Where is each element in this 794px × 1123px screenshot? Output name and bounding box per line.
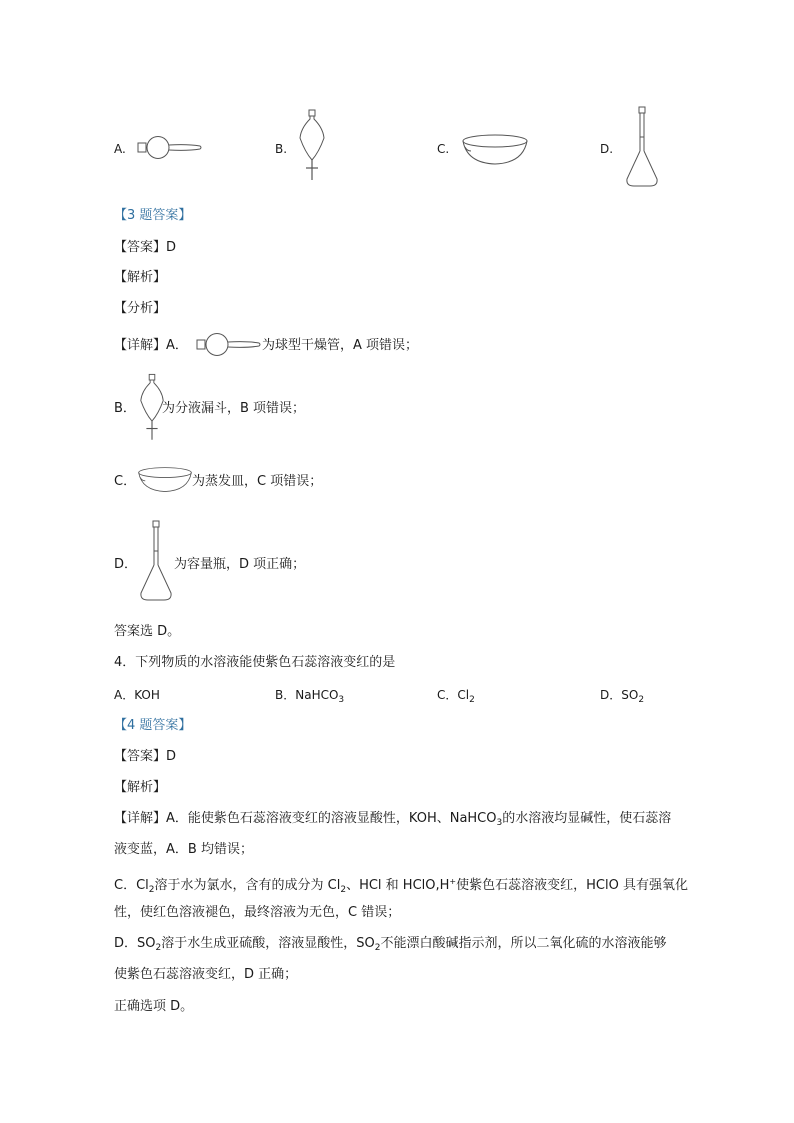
q4-option-d: D．$SO_2$ <box>600 688 645 705</box>
q4-answer-header: 【4 题答案】 <box>114 718 192 733</box>
evaporating-dish-icon <box>137 464 193 496</box>
q3-answer-line: 【答案】D <box>114 240 177 255</box>
q4-option-a: A．KOH <box>114 688 160 702</box>
q3-option-c-label: C. <box>437 142 450 156</box>
q4-analysis-header: 【解析】 <box>114 780 167 795</box>
drying-tube-icon <box>197 330 263 360</box>
q3-conclusion: 答案选 D。 <box>114 624 181 639</box>
q3-answer-header: 【3 题答案】 <box>114 208 192 223</box>
q4-option-c: C．$Cl_2$ <box>437 688 475 705</box>
volumetric-flask-icon <box>624 107 660 189</box>
q4-answer-line: 【答案】D <box>114 749 177 764</box>
volumetric-flask-icon <box>138 521 174 603</box>
q4-detail-line-1: 【详解】A．能使紫色石蕊溶液变红的溶液显酸性，KOH、NaHCO$_3$的水溶液均显碱性，使石蕊溶 <box>114 811 672 828</box>
q3-option-d-label: D. <box>600 142 614 156</box>
q4-detail-line-3: C．$Cl_2$溶于水为氯水，含有的成分为 $Cl_2$、HCl 和 HClO,H+使紫色石蕊溶液变红，HClO 具有强氧化 <box>114 877 688 895</box>
q4-detail-line-4: 性，使红色溶液褪色，最终溶液为无色，C 错误； <box>114 905 401 920</box>
q4-detail-line-5: D．$SO_2$溶于水生成亚硫酸，溶液显酸性，$SO_2$不能漂白酸碱指示剂，所以二氧化硫的水溶液能够 <box>114 936 667 953</box>
evaporating-dish-icon <box>461 133 529 167</box>
q3-option-a-label: A. <box>114 142 126 156</box>
q3-detail-c-prefix: C． <box>114 474 137 489</box>
q4-detail-line-6: 使紫色石蕊溶液变红，D 正确； <box>114 967 298 982</box>
q3-detail-b-prefix: B． <box>114 401 136 416</box>
q3-detail-a-prefix: 【详解】A． <box>114 338 188 353</box>
q4-detail-line-7: 正确选项 D。 <box>114 999 194 1014</box>
q3-option-b-label: B. <box>275 142 288 156</box>
q3-analysis-header: 【解析】 <box>114 270 167 285</box>
q3-fenxi-header: 【分析】 <box>114 301 167 316</box>
separatory-funnel-icon <box>297 110 327 182</box>
q3-detail-d-suffix: 为容量瓶，D 项正确； <box>174 557 306 572</box>
q3-detail-d-prefix: D． <box>114 557 138 572</box>
q4-option-b: B．NaHCO$_3$ <box>275 688 345 705</box>
drying-tube-icon <box>138 133 204 163</box>
q4-stem: 4．下列物质的水溶液能使紫色石蕊溶液变红的是 <box>114 655 396 670</box>
q3-detail-b-suffix: 为分液漏斗，B 项错误； <box>162 401 306 416</box>
q3-detail-a-suffix: 为球型干燥管，A 项错误； <box>262 338 419 353</box>
q4-detail-line-2: 液变蓝，A．B 均错误； <box>114 842 253 857</box>
q3-detail-c-suffix: 为蒸发皿，C 项错误； <box>192 474 323 489</box>
